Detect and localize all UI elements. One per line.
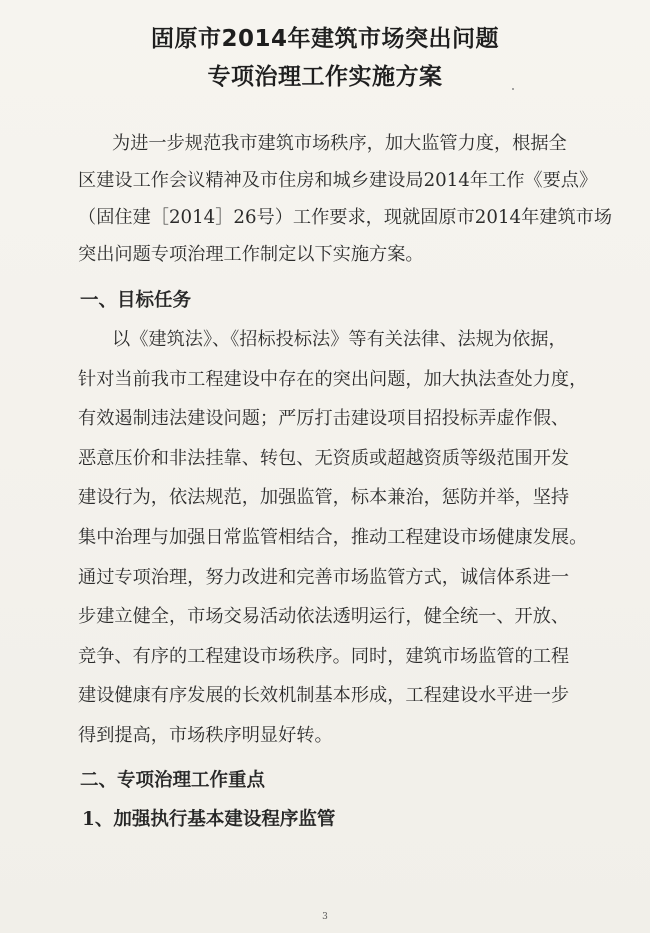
body-line: 建设健康有序发展的长效机制基本形成，工程建设水平进一步 [78,685,570,706]
body-line: 建设行为，依法规范，加强监管，标本兼治，惩防并举，坚持 [78,487,570,508]
section-heading-key-points: 二、专项治理工作重点 [80,770,266,791]
body-line: 竞争、有序的工程建设市场秩序。同时，建筑市场监管的工程 [78,646,570,667]
body-line: 通过专项治理，努力改进和完善市场监管方式，诚信体系进一 [78,567,570,588]
intro-line: 突出问题专项治理工作制定以下实施方案。 [78,244,424,265]
scan-speck [512,88,514,90]
intro-line: 为进一步规范我市建筑市场秩序，加大监管力度，根据全 [112,133,567,154]
body-line: 以《建筑法》、《招标投标法》等有关法律、法规为依据， [112,329,567,350]
body-line: 集中治理与加强日常监管相结合，推动工程建设市场健康发展。 [78,527,588,548]
document-title-line-2: 专项治理工作实施方案 [207,64,443,90]
body-line: 有效遏制违法建设问题；严厉打击建设项目招投标弄虚作假、 [78,408,570,429]
body-line: 步建立健全，市场交易活动依法透明运行，健全统一、开放、 [78,606,570,627]
body-line: 得到提高，市场秩序明显好转。 [78,725,333,746]
document-title-line-1: 固原市2014年建筑市场突出问题 [150,26,499,52]
body-line: 针对当前我市工程建设中存在的突出问题，加大执法查处力度， [78,369,588,390]
body-line: 恶意压价和非法挂靠、转包、无资质或超越资质等级范围开发 [78,448,570,469]
intro-line: （固住建［2014］26号）工作要求，现就固原市2014年建筑市场 [78,207,613,228]
page-number: 3 [322,912,328,922]
subsection-heading: 1、加强执行基本建设程序监管 [82,809,336,830]
intro-line: 区建设工作会议精神及市住房和城乡建设局2014年工作《要点》 [78,170,598,191]
section-heading-goals: 一、目标任务 [80,290,192,311]
